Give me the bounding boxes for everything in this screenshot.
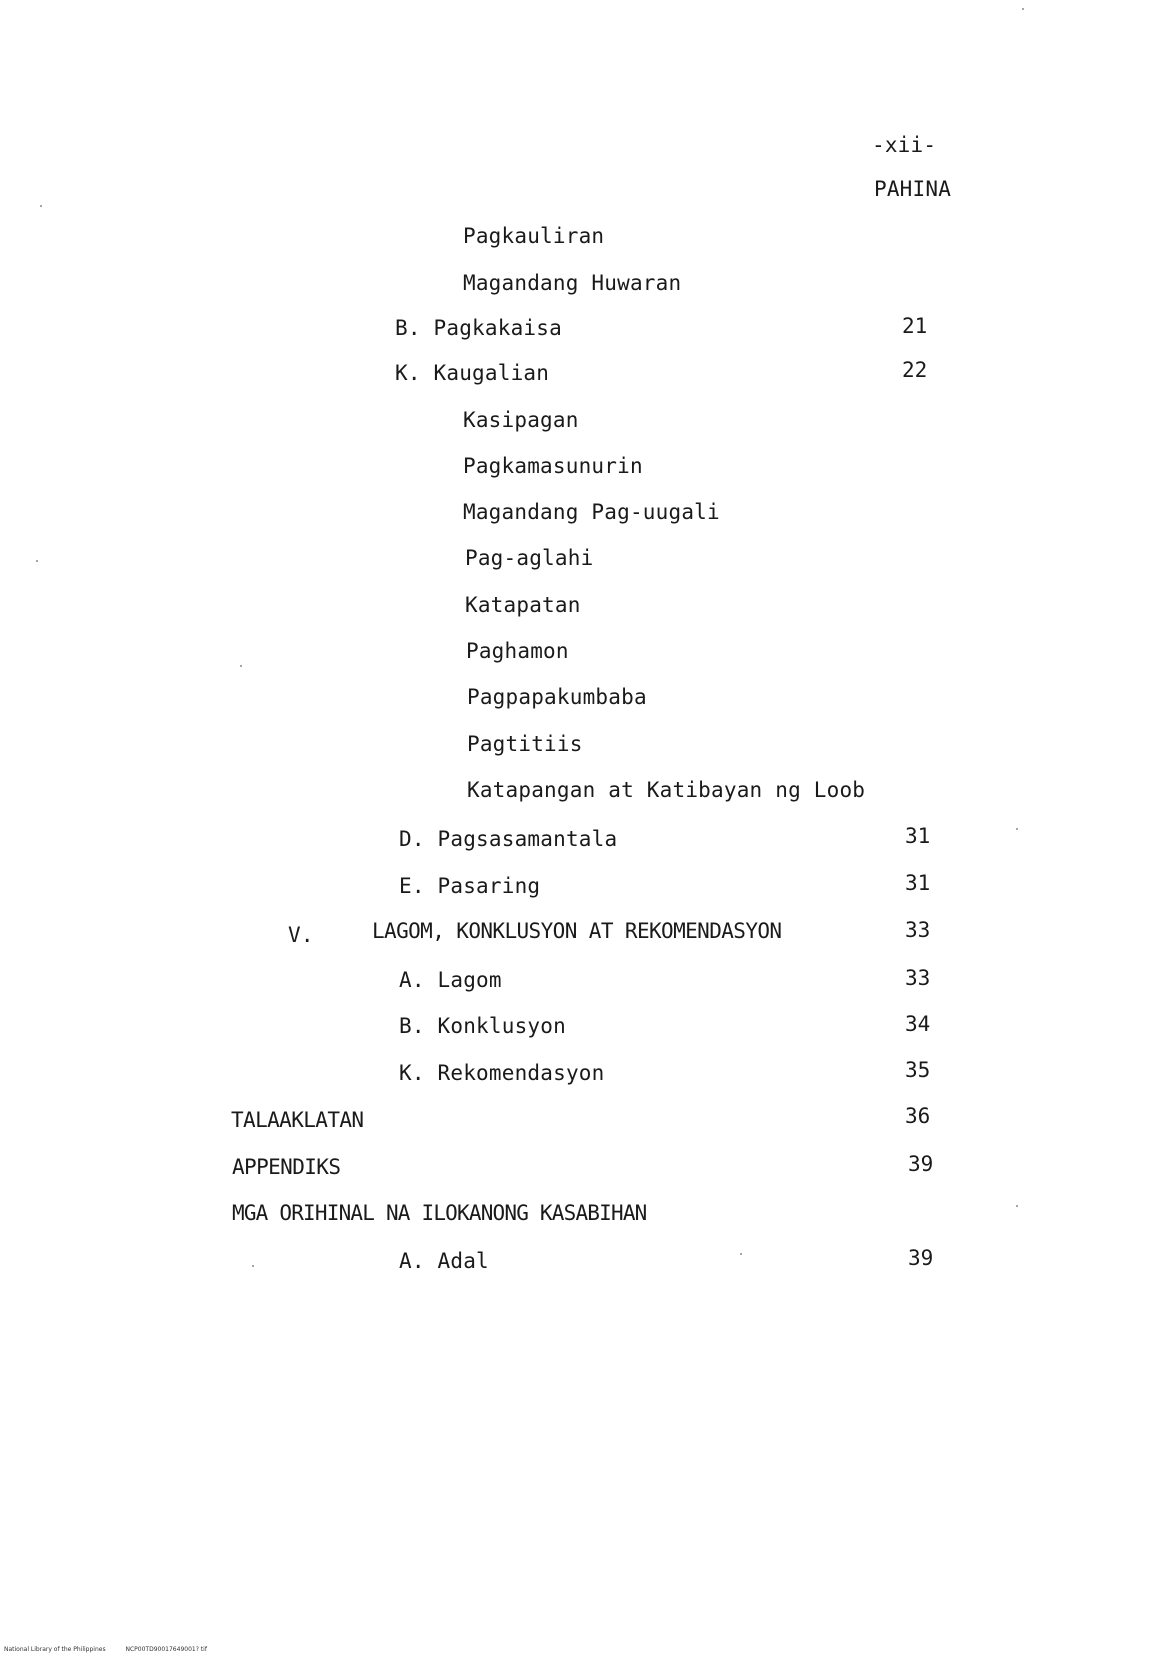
scan-footer [4, 1646, 225, 1654]
toc-page-number: 34 [905, 1012, 931, 1036]
toc-chapter-title: LAGOM, KONKLUSYON AT REKOMENDASYON [372, 919, 782, 943]
scan-speck [1022, 8, 1024, 10]
toc-page-number: 35 [905, 1058, 931, 1082]
scan-speck [36, 560, 38, 562]
toc-entry: K. Rekomendasyon [399, 1061, 605, 1085]
scan-speck [240, 665, 242, 667]
toc-entry: Kasipagan [463, 408, 579, 432]
toc-section: APPENDIKS [232, 1155, 341, 1179]
toc-section: TALAAKLATAN [231, 1108, 364, 1132]
toc-page-number: 31 [905, 824, 931, 848]
toc-chapter-numeral: V. [288, 923, 314, 947]
toc-entry: Pag-aglahi [465, 546, 594, 570]
toc-entry: Magandang Pag-uugali [463, 500, 720, 524]
toc-entry: Pagkauliran [463, 224, 605, 248]
scan-speck [1016, 1205, 1018, 1207]
toc-entry: Pagpapakumbaba [467, 685, 647, 709]
toc-entry: E. Pasaring [399, 874, 541, 898]
toc-section: MGA ORIHINAL NA ILOKANONG KASABIHAN [232, 1201, 647, 1225]
scan-speck [1016, 828, 1018, 830]
toc-page-number: 39 [908, 1246, 934, 1270]
toc-entry: Pagtitiis [467, 732, 583, 756]
toc-page-number: 39 [908, 1152, 934, 1176]
toc-page-number: 33 [905, 966, 931, 990]
toc-entry: D. Pagsasamantala [399, 827, 618, 851]
toc-entry: Magandang Huwaran [463, 271, 682, 295]
toc-entry: Katapangan at Katibayan ng Loob [467, 778, 866, 802]
scan-speck [252, 1265, 254, 1267]
toc-page-number: 31 [905, 871, 931, 895]
toc-page-number: 21 [902, 314, 928, 338]
column-label-pahina: PAHINA [874, 177, 952, 201]
page-number: -xii- [872, 133, 937, 157]
scan-speck [40, 205, 42, 207]
toc-entry: B. Konklusyon [399, 1014, 566, 1038]
toc-entry: Pagkamasunurin [463, 454, 643, 478]
toc-entry: A. Adal [399, 1249, 489, 1273]
toc-page-number: 36 [905, 1104, 931, 1128]
toc-entry: B. Pagkakaisa [395, 316, 562, 340]
toc-entry: A. Lagom [399, 968, 502, 992]
toc-entry: K. Kaugalian [395, 361, 550, 385]
toc-page-number: 33 [905, 918, 931, 942]
footer-file-id: NCP00TD90017649001? tif [125, 1646, 207, 1653]
toc-entry: Paghamon [466, 639, 569, 663]
toc-entry: Katapatan [465, 593, 581, 617]
toc-page-number: 22 [902, 358, 928, 382]
footer-library: National Library of the Philippines [4, 1646, 106, 1653]
scan-speck [740, 1253, 742, 1255]
